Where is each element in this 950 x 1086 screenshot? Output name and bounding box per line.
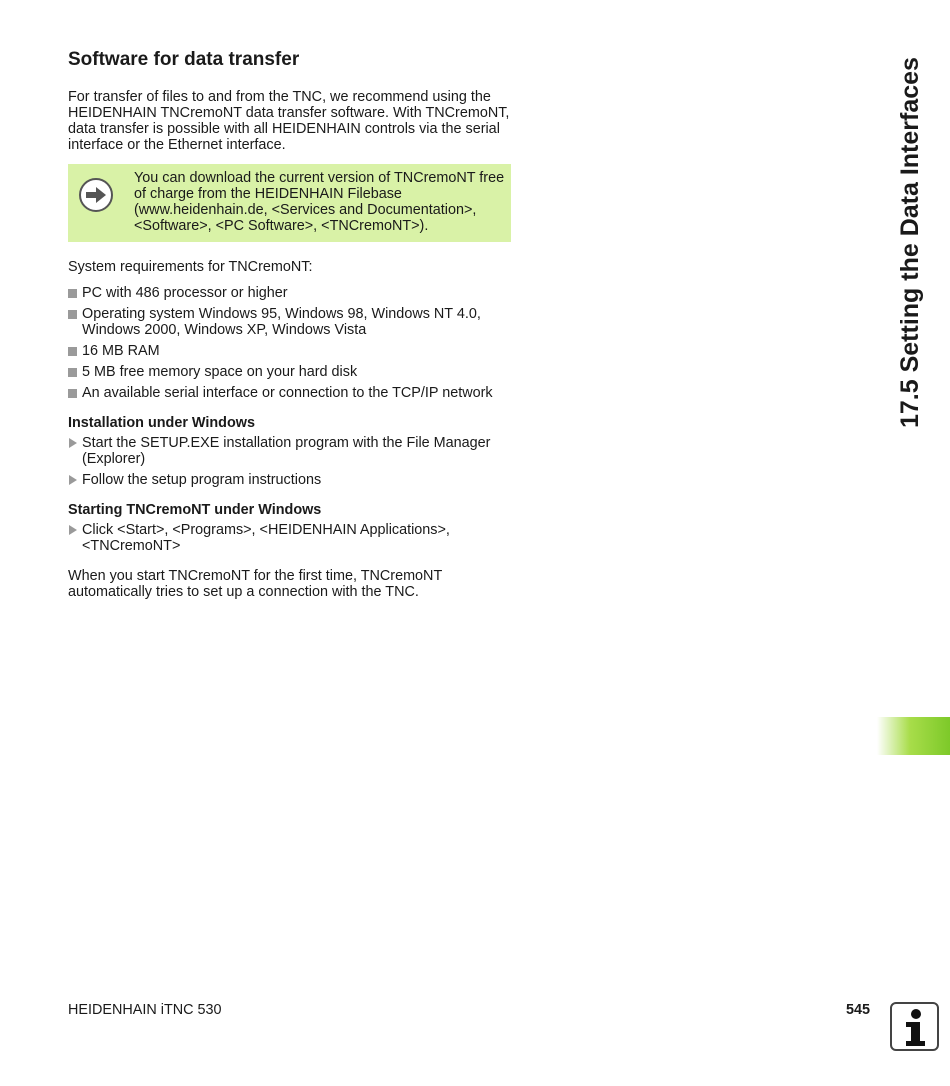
step-arrow-icon [69, 525, 77, 535]
list-item [68, 472, 513, 488]
step-arrow-icon [69, 475, 77, 485]
start-steps [68, 522, 513, 554]
step-text: Follow the setup program instructions [82, 472, 322, 488]
chapter-side-title: 17.5 Setting the Data Interfaces [896, 57, 924, 428]
list-item: An available serial interface or connection to the TCP/IP network [68, 385, 513, 401]
list-item: 16 MB RAM [68, 343, 513, 359]
page-number: 545 [846, 1002, 871, 1018]
page-content [68, 48, 513, 600]
step-arrow-icon [69, 438, 77, 448]
requirements-intro: System requirements for TNCremoNT: [68, 259, 313, 275]
list-item [68, 435, 513, 467]
step-text: Click <Start>, <Programs>, <HEIDENHAIN Applications>, <TNCremoNT> [82, 522, 450, 554]
note-text: You can download the current version of TNCremoNT free of charge from the HEIDENHAIN Filebase (www.heidenhain.de, <Services and Documentation>, <Software>, <PC Software>, <TNCremoNT>). [134, 170, 505, 234]
install-steps [68, 435, 513, 488]
requirements-list [68, 285, 513, 401]
intro-paragraph: For transfer of files to and from the TNC, we recommend using the HEIDENHAIN TNCremoNT data transfer software. With TNCremoNT, data transfer is possible with all HEIDENHAIN controls via the serial interface or the Ethernet interface. [68, 89, 510, 153]
info-icon [890, 1002, 939, 1051]
install-heading: Installation under Windows [68, 415, 255, 431]
section-heading: Software for data transfer [68, 49, 300, 70]
step-text: Start the SETUP.EXE installation program with the File Manager (Explorer) [82, 435, 491, 467]
list-item: PC with 486 processor or higher [68, 285, 513, 301]
list-item [68, 522, 513, 554]
chapter-tab-marker [877, 717, 950, 755]
list-item: Operating system Windows 95, Windows 98, Windows NT 4.0, Windows 2000, Windows XP, Windows Vista [68, 306, 513, 338]
arrow-right-icon [79, 178, 113, 212]
closing-paragraph: When you start TNCremoNT for the first time, TNCremoNT automatically tries to set up a connection with the TNC. [68, 568, 442, 600]
list-item: 5 MB free memory space on your hard disk [68, 364, 513, 380]
start-heading: Starting TNCremoNT under Windows [68, 502, 322, 518]
download-note [68, 164, 511, 242]
footer-product: HEIDENHAIN iTNC 530 [68, 1002, 222, 1018]
